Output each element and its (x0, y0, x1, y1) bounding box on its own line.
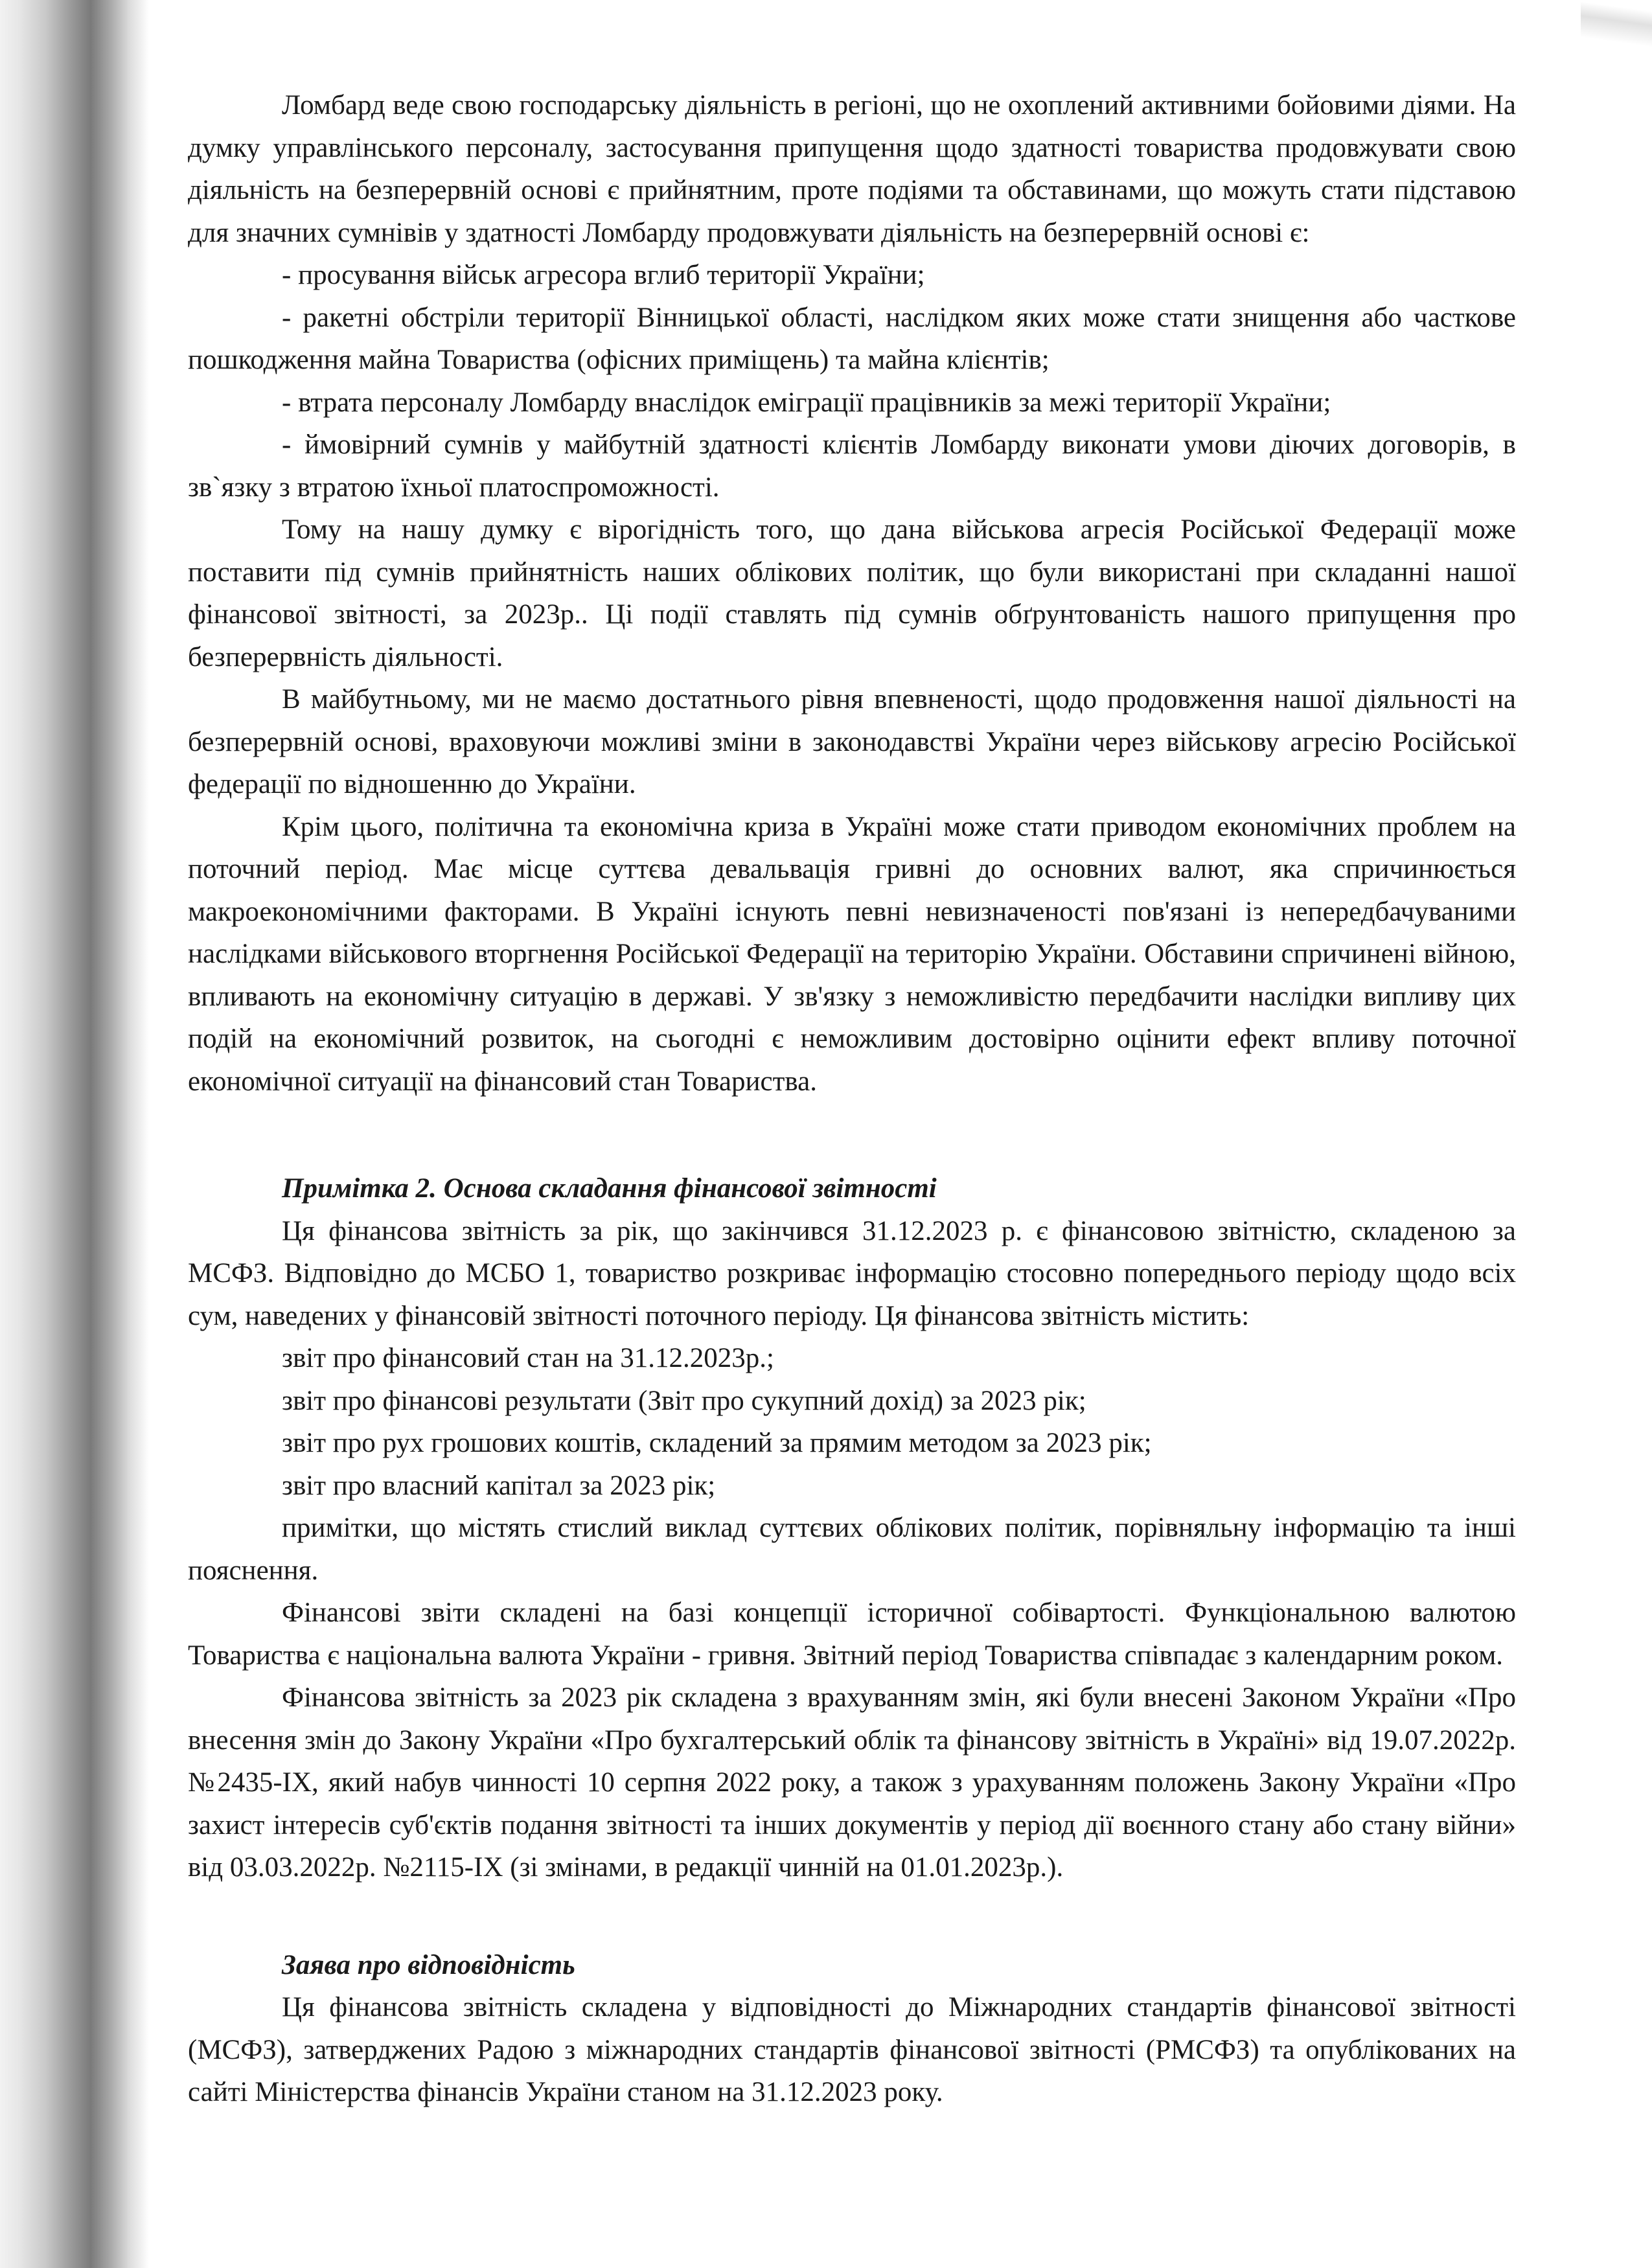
paragraph-crisis: Крім цього, політична та економічна криза в Україні може стати приводом економічних проблем на поточний період. Має місце суттєва девальвація гривні до основних валют, яка спричинюється макроекономічними факторами. В Україні існують певні невизначеності пов'язані із непередбачуваними наслідками військового вторгнення Російської Федерації на територію України. Обставини спричинені війною, впливають на економічну ситуацію в державі. У зв'язку з неможливістю передбачити наслідки випливу цих подій на економічний розвиток, на сьогодні є неможливим достовірно оцінити ефект впливу поточної економічної ситуації на фінансовий стан Товариства. (188, 811, 1516, 1097)
paragraph-legislation: Фінансова звітність за 2023 рік складена з врахуванням змін, які були внесені Законом України «Про внесення змін до Закону України «Про бухгалтерський облік та фінансову звітність в Україні» від 19.07.2022р. №2435-ІХ, який набув чинності 10 серпня 2022 року, а також з урахуванням положень Закону України «Про захист інтересів суб'єктів подання звітності та інших документів у період дії воєнного стану або стану війни» від 03.03.2022р. №2115-ІХ (зі змінами, в редакції чинній на 01.01.2023р.). (188, 1682, 1516, 1883)
paragraph-compliance: Ця фінансова звітність складена у відповідності до Міжнародних стандартів фінансової звітності (МСФЗ), затверджених Радою з міжнародних стандартів фінансової звітності (РМСФЗ) та опублікованих на сайті Міністерства фінансів України станом на 31.12.2023 року. (188, 1992, 1516, 2107)
paragraph-ifrs-statement: Ця фінансова звітність за рік, що закінчився 31.12.2023 р. є фінансовою звітністю, складеною за МСФЗ. Відповідно до МСБО 1, товариство розкриває інформацію стосовно попереднього періоду щодо всіх сум, наведених у фінансовій звітності поточного періоду. Ця фінансова звітність містить: (188, 1215, 1516, 1331)
document-page (188, 84, 1516, 2114)
paragraph-historical-cost: Фінансові звіти складені на базі концепції історичної собівартості. Функціональною валютою Товариства є національна валюта України - гривня. Звітний період Товариства співпадає з календарним роком. (188, 1598, 1516, 1671)
statement-list-item: звіт про фінансовий стан на 31.12.2023р.; (282, 1343, 774, 1373)
risk-item: - ймовірний сумнів у майбутній здатності клієнтів Ломбарду виконати умови діючих договорів, в зв`язку з втратою їхньої платоспроможності. (188, 430, 1516, 503)
section-gap (188, 1103, 1516, 1167)
section-gap (188, 1889, 1516, 1944)
scan-shadow (0, 0, 149, 2268)
statement-list-item: примітки, що містять стислий виклад суттєвих облікових політик, порівняльну інформацію та інші пояснення. (188, 1513, 1516, 1586)
paragraph-future: В майбутньому, ми не маємо достатнього рівня впевненості, щодо продовження нашої діяльності на безперервній основі, враховуючи можливі зміни в законодавстві України через військову агресію Російської федерації по відношенню до України. (188, 684, 1516, 799)
statement-list-item: звіт про власний капітал за 2023 рік; (282, 1470, 716, 1501)
note-2-heading: Примітка 2. Основа складання фінансової звітності (282, 1173, 937, 1204)
risk-item: - просування військ агресора вглиб території України; (282, 260, 925, 290)
paragraph-going-concern: Ломбард веде свою господарську діяльність в регіоні, що не охоплений активними бойовими діями. На думку управлінського персоналу, застосування припущення щодо здатності товариства продовжувати свою діяльність на безперервній основі є прийнятним, проте подіями та обставинами, що можуть стати підставою для значних сумнівів у здатності Ломбарду продовжувати діяльність на безперервній основі є: (188, 90, 1516, 248)
risk-item: - ракетні обстріли території Вінницької області, наслідком яких може стати знищення або часткове пошкодження майна Товариства (офісних приміщень) та майна клієнтів; (188, 302, 1516, 375)
statement-list-item: звіт про фінансові результати (Звіт про сукупний дохід) за 2023 рік; (282, 1385, 1086, 1416)
paragraph-accounting-policies: Тому на нашу думку є вірогідність того, що дана військова агресія Російської Федерації може поставити під сумнів прийнятність наших облікових політик, що були використані при складанні нашої фінансової звітності, за 2023р.. Ці події ставлять під сумнів обґрунтованість нашого припущення про безперервність діяльності. (188, 514, 1516, 672)
compliance-heading: Заява про відповідність (282, 1949, 575, 1980)
statement-list-item: звіт про рух грошових коштів, складений за прямим методом за 2023 рік; (282, 1428, 1152, 1458)
scan-mark (1581, 1, 1652, 47)
risk-item: - втрата персоналу Ломбарду внаслідок еміграції працівників за межі території України; (282, 387, 1331, 418)
